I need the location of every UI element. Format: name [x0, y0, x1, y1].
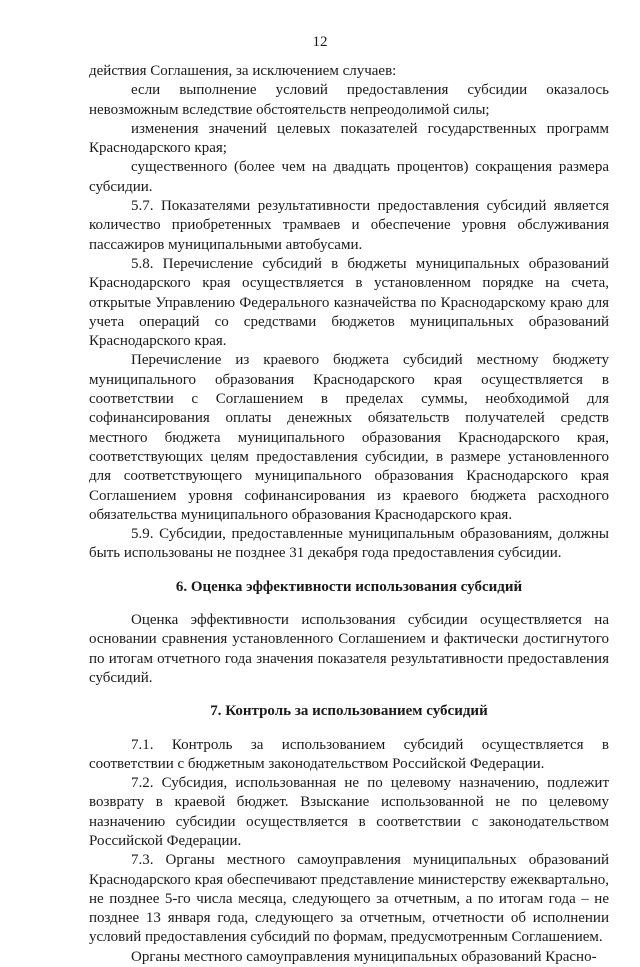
paragraph: 7.1. Контроль за использованием субсидий осуществляется в соответствии с бюджетным законодательством Российской Федерации. [89, 736, 609, 775]
paragraph: 5.8. Перечисление субсидий в бюджеты муниципальных образований Краснодарского края осуществляется в установленном порядке на счета, открытые Управлению Федерального казначейства по Краснодарскому краю для учета операций со средствами бюджетов муниципальных образований Краснодарского края. [89, 255, 609, 351]
section-6-body [89, 611, 609, 688]
paragraph: действия Соглашения, за исключением случаев: [89, 62, 609, 81]
section-7-heading: 7. Контроль за использованием субсидий [89, 702, 609, 721]
paragraph: 7.3. Органы местного самоуправления муниципальных образований Краснодарского края обеспечивают представление министерству ежеквартально, не позднее 5-го числа месяца, следующего за отчетным, а по итогам года – не позднее 13 января года, следующего за отчетным, отчетности об исполнении условий предоставления субсидий по формам, предусмотренным Соглашением. [89, 851, 609, 947]
paragraph: если выполнение условий предоставления субсидии оказалось невозможным вследствие обстоятельств непреодолимой силы; [89, 81, 609, 120]
paragraph: 7.2. Субсидия, использованная не по целевому назначению, подлежит возврату в краевой бюджет. Взыскание использованной не по целевому назначению субсидии осуществляется в соответствии с законодательством Российской Федерации. [89, 774, 609, 851]
page-number: 12 [0, 34, 640, 51]
document-body [89, 62, 609, 967]
section-6-heading: 6. Оценка эффективности использования субсидий [89, 578, 609, 597]
paragraph: 5.9. Субсидии, предоставленные муниципальным образованиям, должны быть использованы не позднее 31 декабря года предоставления субсидии. [89, 525, 609, 564]
paragraph: Оценка эффективности использования субсидии осуществляется на основании сравнения установленного Соглашением и фактически достигнутого по итогам отчетного года значения показателя результативности предоставления субсидий. [89, 611, 609, 688]
paragraph: 5.7. Показателями результативности предоставления субсидий является количество приобретенных трамваев и обеспечение уровня обслуживания пассажиров муниципальными автобусами. [89, 197, 609, 255]
paragraph: изменения значений целевых показателей государственных программ Краснодарского края; [89, 120, 609, 159]
paragraph: существенного (более чем на двадцать процентов) сокращения размера субсидии. [89, 158, 609, 197]
paragraph: Органы местного самоуправления муниципальных образований Красно- [89, 948, 609, 967]
section-7-body [89, 736, 609, 967]
paragraphs-before [89, 62, 609, 564]
paragraph: Перечисление из краевого бюджета субсидий местному бюджету муниципального образования Краснодарского края осуществляется в соответствии с Соглашением в пределах суммы, необходимой для софинансирования оплаты денежных обязательств получателей средств местного бюджета муниципального образования Краснодарского края, соответствующих целям предоставления субсидии, в размере установленного для соответствующего муниципального образования Краснодарского края Соглашением уровня софинансирования из краевого бюджета расходного обязательства муниципального образования Краснодарского края. [89, 351, 609, 525]
